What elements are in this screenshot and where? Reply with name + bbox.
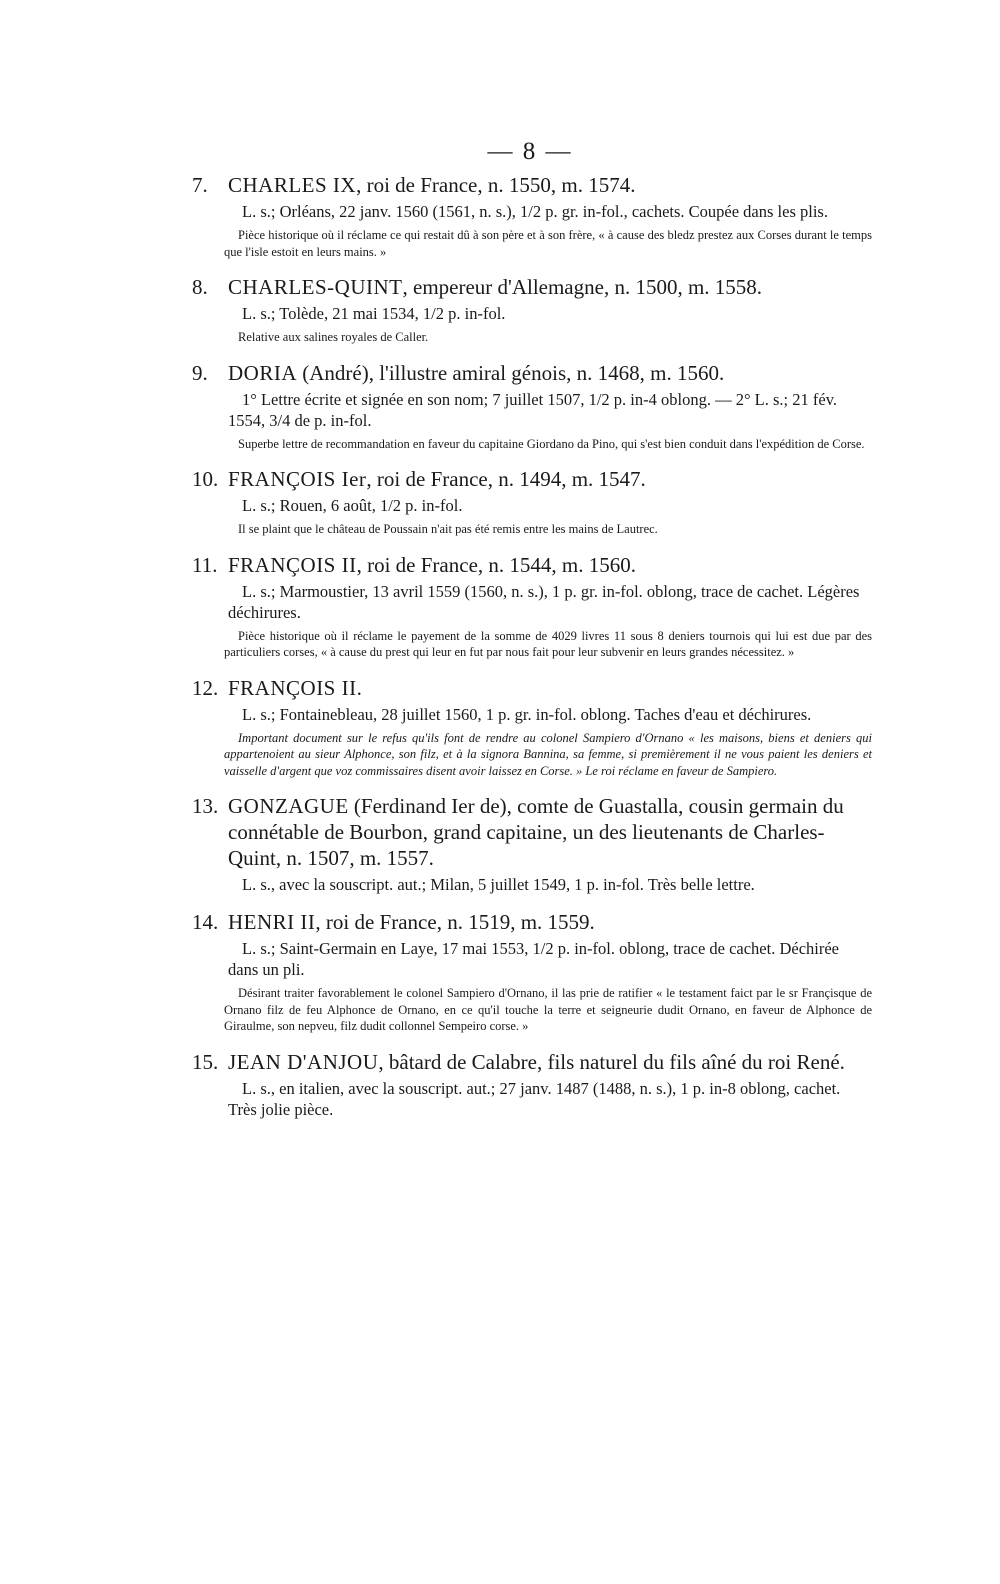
catalogue-entries (192, 172, 872, 1134)
entry-number: 8. (192, 275, 208, 299)
catalogue-entry-10 (192, 466, 872, 538)
catalogue-entry-8 (192, 274, 872, 346)
entry-heading-rest: , empereur d'Allemagne, n. 1500, m. 1558. (402, 275, 763, 299)
catalogue-entry-9 (192, 360, 872, 453)
entry-description: L. s.; Saint-Germain en Laye, 17 mai 1553, 1/2 p. in-fol. oblong, trace de cachet. Déchirée dans un pli. (228, 939, 840, 979)
entry-name: DORIA (228, 360, 297, 385)
entry-heading-rest: , roi de France, n. 1494, m. 1547. (366, 467, 646, 491)
entry-heading-rest: , roi de France, n. 1519, m. 1559. (315, 910, 595, 934)
entry-description: L. s.; Orléans, 22 janv. 1560 (1561, n. s.), 1/2 p. gr. in-fol., cachets. Coupée dans les plis. (242, 202, 828, 221)
entry-heading-rest: , bâtard de Calabre, fils naturel du fils aîné du roi René. (378, 1049, 845, 1074)
entry-number: 10. (192, 467, 219, 491)
entry-number: 13. (192, 794, 219, 818)
entry-heading-rest: , roi de France, n. 1544, m. 1560. (356, 552, 636, 577)
entry-note: Relative aux salines royales de Caller. (238, 330, 429, 344)
catalogue-entry-15 (192, 1049, 872, 1120)
entry-description: L. s.; Fontainebleau, 28 juillet 1560, 1 p. gr. in-fol. oblong. Taches d'eau et déchirures. (242, 704, 812, 724)
entry-heading-rest: (Ferdinand Ier de), comte de Guastalla, cousin germain du connétable de Bourbon, grand capitaine, un des lieutenants de Charles-Quint, n. 1507, m. 1557. (228, 794, 844, 870)
entry-name: JEAN D'ANJOU (228, 1049, 379, 1074)
entry-name: FRANÇOIS Ier (228, 467, 367, 491)
catalogue-entry-14 (192, 909, 872, 1035)
entry-number: 14. (192, 910, 219, 934)
entry-description: L. s., avec la souscript. aut.; Milan, 5 juillet 1549, 1 p. in-fol. Très belle lettre. (242, 875, 755, 894)
entry-note: Important document sur le refus qu'ils font de rendre au colonel Sampiero d'Ornano « les maisons, biens et deniers qui appartenoient au sieur Alphonce, son filz, et à la signora Bannina, sa femme, si premièrement il ne vous paient les deniers et vaisselle d'argent que voz commissaires disent avoir laissez en Corse. » Le roi réclame en faveur de Sampiero. (224, 730, 872, 778)
catalogue-entry-13 (192, 793, 872, 895)
entry-number: 9. (192, 360, 208, 385)
entry-number: 11. (192, 552, 218, 577)
entry-heading (192, 675, 872, 701)
entry-heading-rest: , roi de France, n. 1550, m. 1574. (356, 173, 636, 197)
entry-description: 1° Lettre écrite et signée en son nom; 7 juillet 1507, 1/2 p. in-4 oblong. — 2° L. s.; 21 fév. 1554, 3/4 de p. in-fol. (228, 389, 838, 430)
entry-description: L. s.; Tolède, 21 mai 1534, 1/2 p. in-fol. (242, 304, 506, 323)
entry-heading (192, 552, 872, 578)
entry-description: L. s.; Marmoustier, 13 avril 1559 (1560, n. s.), 1 p. gr. in-fol. oblong, trace de cachet. Légères déchirures. (228, 581, 860, 622)
entry-heading (192, 793, 872, 871)
entry-note: Superbe lettre de recommandation en faveur du capitaine Giordano da Pino, qui s'est bien conduit dans l'expédition de Corse. (238, 436, 865, 451)
entry-heading (192, 1049, 872, 1075)
catalogue-entry-12 (192, 675, 872, 780)
entry-name: FRANÇOIS II. (228, 675, 363, 700)
entry-description: L. s.; Rouen, 6 août, 1/2 p. in-fol. (242, 496, 463, 515)
entry-name: FRANÇOIS II (228, 552, 357, 577)
entry-name: HENRI II (228, 910, 316, 934)
entry-heading (192, 909, 872, 935)
entry-heading (192, 360, 872, 386)
entry-description: L. s., en italien, avec la souscript. aut.; 27 janv. 1487 (1488, n. s.), 1 p. in-8 oblong, cachet. Très jolie pièce. (228, 1078, 841, 1119)
entry-heading-rest: (André), l'illustre amiral génois, n. 1468, m. 1560. (297, 360, 725, 385)
entry-note: Pièce historique où il réclame le payement de la somme de 4029 livres 11 sous 8 deniers tournois qui lui est due par des particuliers corses, « à cause du prest qui leur en fut par nous fait pour leur subvenir en leurs grandes nécessitez. » (224, 628, 872, 659)
entry-heading (192, 274, 872, 300)
entry-name: CHARLES-QUINT (228, 275, 403, 299)
entry-name: CHARLES IX (228, 173, 357, 197)
entry-note: Pièce historique où il réclame ce qui restait dû à son père et à son frère, « à cause des bledz prestez aux Corses durant le temps que l'isle estoit en leurs mains. » (224, 228, 872, 259)
entry-note: Désirant traiter favorablement le colonel Sampiero d'Ornano, il las prie de ratifier « le testament faict par le sr Françisque de Ornano filz de feu Alphonce de Ornano, en ce qu'il touche la terre et seigneurie dudit Ornano, en faveur de Alphonce de Giraulme, son nepveu, filz dudit collonnel Sempeiro corse. » (224, 986, 872, 1033)
page-number: — 8 — (487, 138, 573, 165)
entry-note: Il se plaint que le château de Poussain n'ait pas été remis entre les mains de Lautrec. (238, 522, 658, 536)
entry-number: 15. (192, 1049, 219, 1074)
catalogue-entry-11 (192, 552, 872, 661)
entry-heading (192, 172, 872, 198)
entry-heading (192, 466, 872, 492)
entry-name: GONZAGUE (228, 794, 349, 818)
catalogue-entry-7 (192, 172, 872, 260)
entry-number: 7. (192, 173, 208, 197)
entry-number: 12. (192, 675, 219, 700)
